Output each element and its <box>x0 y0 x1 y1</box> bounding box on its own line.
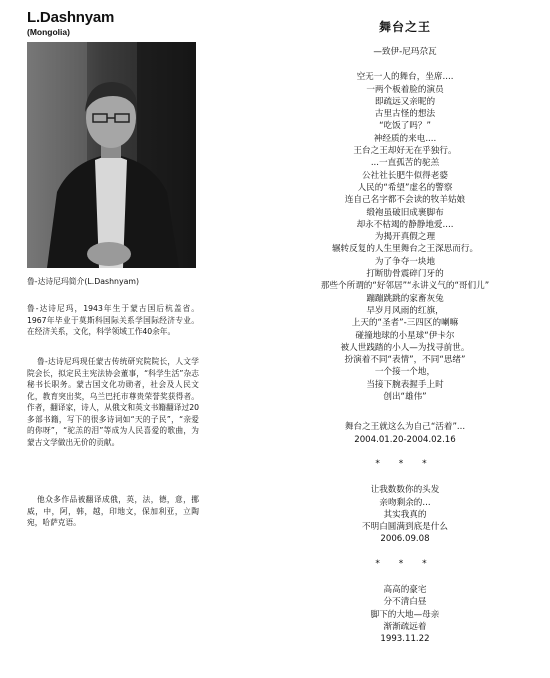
poem-date: 2004.01.20-2004.02.16 <box>354 434 456 445</box>
poem-line: ...一直孤苦的驼羔 <box>370 158 440 169</box>
poem-line: 为了争夺一块地 <box>374 256 436 267</box>
poem-line: 早岁月风雨的红旗， <box>366 305 444 316</box>
poem-line: 高高的豪宅 <box>383 584 427 595</box>
poem-line: 打断肋骨震碎门牙的 <box>366 269 444 280</box>
poem-stanza-3 <box>270 584 540 633</box>
poem-date: 1993.11.22 <box>380 634 430 645</box>
poem-line: 为揭开真假之理 <box>374 232 436 243</box>
poem-line: 碰撞地球的小星球“伊卡尔 <box>355 330 455 341</box>
poem-dedication: —致伊-尼玛尕瓦 <box>373 47 437 57</box>
poem-line: 人民的“希望”虚名的警察 <box>357 182 453 193</box>
poem-line: 创出“雄伟” <box>383 392 427 403</box>
bio-paragraph: 鲁-达诗尼玛现任蒙古传统研究院院长，人文学院会长，拟定民主宪法协会董事，“科学生活”杂志秘书长职务。蒙古国文化功勋者，社会及人民文化，教育突出奖，乌兰巴托市尊贵荣誉奖获得者。作者，翻译家，诗人，从俄文和英文书籍翻译过20多部书籍，写下的很多诗词如“天的子民”，“亲爱的你呀”，“驼羔的泪”等成为人民喜爱的歌曲，为蒙古文学做出无价的贡献。 <box>27 357 199 447</box>
poem-line: 当接下腕表握手上时 <box>366 379 444 390</box>
poem-line: 辗转反复的人生里舞台之王深思而行。 <box>331 244 479 255</box>
section-divider: * * * <box>375 458 435 469</box>
author-column <box>27 9 199 527</box>
poem-closing-line: 舞台之王就这么为自己“活着”... <box>344 422 466 433</box>
poem-line: 不明白圆满到底是什么 <box>362 522 448 533</box>
author-country: (Mongolia) <box>27 27 70 37</box>
poem-line: 让我数数你的头发 <box>370 485 440 496</box>
poem-line: 扮演着不同“表情”，不同“思绪” <box>344 355 466 366</box>
poem-line: 空无一人的舞台，坐席.... <box>356 72 454 83</box>
poem-line: 却永不枯竭的静静地爱.... <box>356 219 454 230</box>
poem-line: 一两个板着脸的演员 <box>366 84 444 95</box>
author-portrait <box>27 42 196 268</box>
poem-line: 其实我真的 <box>383 509 427 520</box>
poem-line: 古里古怪的想法 <box>374 109 436 120</box>
poem-line: 连自己名字都不会读的牧羊姑娘 <box>344 195 466 206</box>
poem-line: 上天的“圣者”-三四区的喇嘛 <box>351 318 459 329</box>
poem-line: 一个接一个地， <box>374 367 436 378</box>
poem-line: 神经质的来电.... <box>373 133 437 144</box>
poem-line: 缎袍虽破旧成裹脚布 <box>366 207 444 218</box>
poem-line: 蹦蹦跳跳的家畜灰兔 <box>366 293 444 304</box>
poem-line: 亲吻剩余的... <box>379 497 431 508</box>
poem-date: 2006.09.08 <box>380 534 430 545</box>
poem-line: 被人世践踏的小人—为找寻前世。 <box>340 342 470 353</box>
poem-stanza-2 <box>270 484 540 533</box>
bio-paragraph: 他众多作品被翻译成俄，英，法，德，意，挪威，中，阿，韩，越，印地文，保加利亚，立陶宛，哈萨克语。 <box>27 495 199 527</box>
poem-line: 脚下的大地—母亲 <box>370 609 440 620</box>
poem-line: 公社社长肥牛似得老婆 <box>362 170 448 181</box>
author-name: L.Dashnyam <box>27 9 115 26</box>
poem-line: 王台之王却好无在乎独行。 <box>353 146 457 157</box>
poem-line: 即疏远又亲昵的 <box>374 96 436 107</box>
poem-column <box>270 20 540 645</box>
poem-title: 舞台之王 <box>378 20 431 34</box>
section-divider: * * * <box>375 558 435 569</box>
poem-line: 渐渐疏远着 <box>383 621 427 632</box>
bio-paragraph: 鲁-达诗尼玛，1943年生于蒙古国后杭盖省。1967年毕业于莫斯科国际关系学国际经济专业。在经济关系，文化，科学领域工作40余年。 <box>27 304 199 336</box>
poem-line: 那些个所谓的“好邻居”“永讲义气的“哥们儿” <box>320 281 490 292</box>
poem-line: “吃饭了吗？” <box>379 121 431 132</box>
poem-line: 分不清白昼 <box>383 597 427 608</box>
bio-title: 鲁-达诗尼玛简介(L.Dashnyam) <box>27 277 140 286</box>
poem-stanza-1 <box>270 71 540 403</box>
